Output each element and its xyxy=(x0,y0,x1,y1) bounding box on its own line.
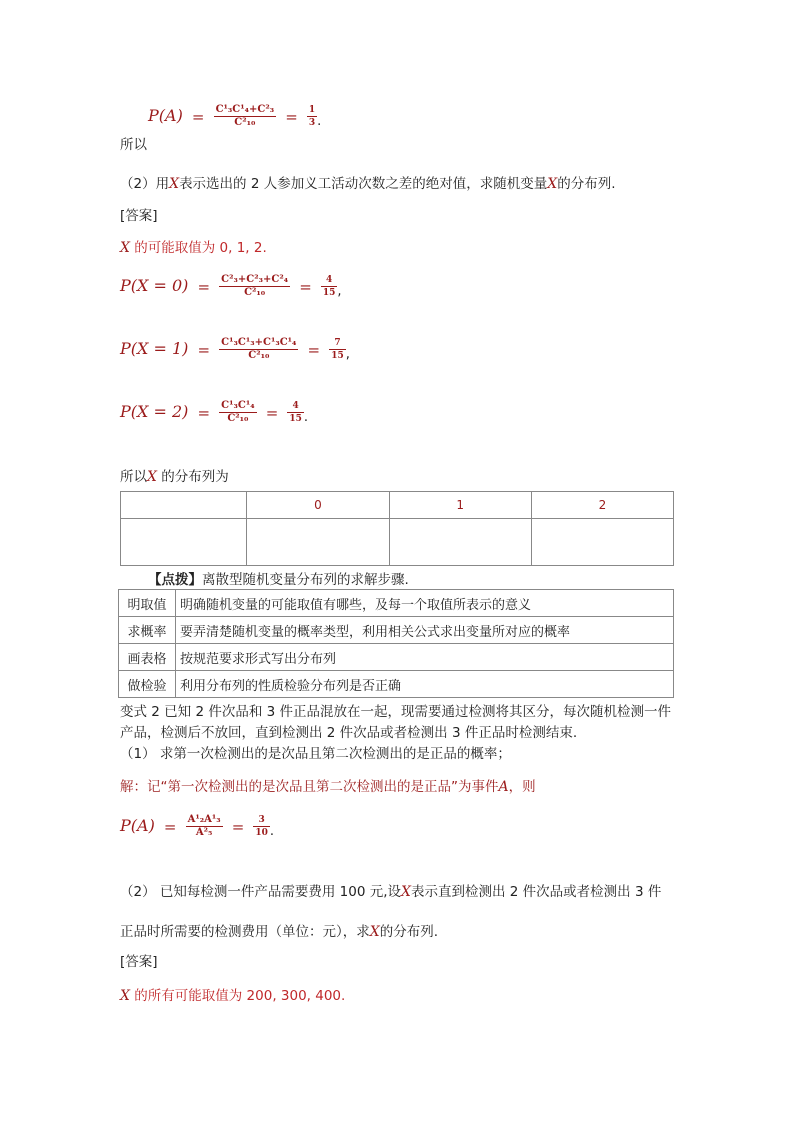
table-cell xyxy=(121,519,247,566)
step-value: 明确随机变量的可能取值有哪些，及每一个取值所表示的意义 xyxy=(176,590,674,617)
table-row xyxy=(119,590,674,617)
table-row xyxy=(121,519,674,566)
steps-table xyxy=(118,589,674,698)
dist-intro: 所以X 的分布列为 xyxy=(120,469,229,485)
values-line-2: X 的所有可能取值为 200, 300, 400. xyxy=(120,988,346,1004)
equation-px0: P(X = 0) = $\frac{\text{C²₃+C²₃+C²₄}}{\text{C²₁₀}}$ = $\frac{4}{15}$ , xyxy=(120,274,342,299)
step-key: 明取值 xyxy=(119,590,176,617)
step-key: 求概率 xyxy=(119,617,176,644)
table-cell xyxy=(389,519,531,566)
table-cell xyxy=(121,492,247,519)
table-row xyxy=(119,671,674,698)
question-2b-line-2: 正品时所需要的检测费用（单位：元），求X的分布列. xyxy=(120,924,439,940)
table-row xyxy=(119,644,674,671)
table-cell xyxy=(531,519,673,566)
variant-question-1: （1） 求第一次检测出的是次品且第二次检测出的是正品的概率； xyxy=(120,746,511,762)
table-row xyxy=(119,617,674,644)
solution-line: 解：记“第一次检测出的是次品且第二次检测出的是正品”为事件A，则 xyxy=(120,779,536,795)
table-cell xyxy=(247,519,389,566)
table-row xyxy=(121,492,674,519)
eq-fraction: $\frac{\text{C¹₃C¹₄+C²₃}}{\text{C²₁₀}}$ xyxy=(215,104,275,128)
values-line: X 的可能取值为 0, 1, 2. xyxy=(120,240,267,256)
table-cell: 2 xyxy=(531,492,673,519)
distribution-table xyxy=(120,491,674,566)
step-value: 利用分布列的性质检验分布列是否正确 xyxy=(176,671,674,698)
variant-line-2: 产品，检测后不放回，直到检测出 2 件次品或者检测出 3 件正品时检测结束. xyxy=(120,725,578,741)
table-cell: 1 xyxy=(389,492,531,519)
step-key: 画表格 xyxy=(119,644,176,671)
eq-result: $\frac{1}{3}$ xyxy=(308,105,316,128)
prefix-suoyi: 所以 xyxy=(120,137,147,153)
step-value: 按规范要求形式写出分布列 xyxy=(176,644,674,671)
variant-line-1: 变式 2 已知 2 件次品和 3 件正品混放在一起，现需要通过检测将其区分，每次随机检测一件 xyxy=(120,704,672,720)
answer-label-2: [答案] xyxy=(120,954,158,970)
step-key: 做检验 xyxy=(119,671,176,698)
step-value: 要弄清楚随机变量的概率类型，利用相关公式求出变量所对应的概率 xyxy=(176,617,674,644)
eq-label: P(A) xyxy=(148,106,183,125)
equation-px2: P(X = 2) = $\frac{\text{C¹₃C¹₄}}{\text{C²₁₀}}$ = $\frac{4}{15}$ . xyxy=(120,400,309,425)
answer-label: [答案] xyxy=(120,208,158,224)
question-2b-line-1: （2） 已知每检测一件产品需要费用 100 元,设X表示直到检测出 2 件次品或者检测出 3 件 xyxy=(120,884,662,900)
question-2: （2）用X表示选出的 2 人参加义工活动次数之差的绝对值，求随机变量X的分布列. xyxy=(120,176,616,192)
table-cell: 0 xyxy=(247,492,389,519)
equation-px1: P(X = 1) = $\frac{\text{C¹₃C¹₃+C¹₃C¹₄}}{\text{C²₁₀}}$ = $\frac{7}{15}$ , xyxy=(120,337,350,362)
tip-line: 【点拨】离散型随机变量分布列的求解步骤. xyxy=(148,572,409,588)
equation-p-a: P(A) = $\frac{\text{C¹₃C¹₄+C²₃}}{\text{C²₁₀}}$ = $\frac{1}{3}$ . xyxy=(148,104,322,129)
equation-pa2: P(A) = $\frac{\text{A¹₂A¹₃}}{\text{A²₅}}$ = $\frac{3}{10}$ . xyxy=(120,814,275,839)
